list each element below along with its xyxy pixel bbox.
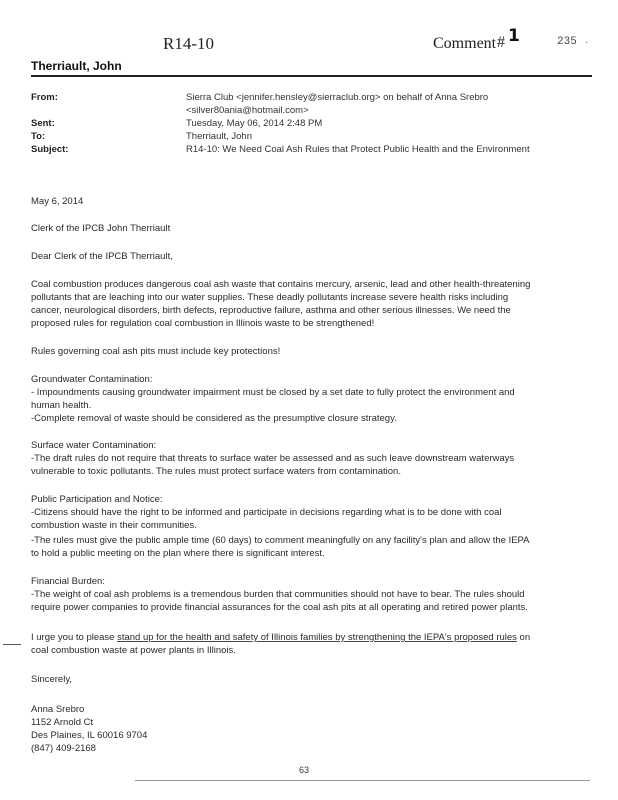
stamp-number: 235 <box>557 36 577 48</box>
groundwater-heading: Groundwater Contamination: <box>31 374 153 385</box>
financial-heading: Financial Burden: <box>31 576 105 587</box>
handwritten-comment-number: 1 <box>508 26 520 46</box>
intro-line: cancer, neurological disorders, birth defects, reproductive failure, asthma and other serious illnesses. We need the <box>31 305 511 316</box>
from-value: Sierra Club <jennifer.hensley@sierraclub.org> on behalf of Anna Srebro <box>186 92 489 103</box>
header-rule <box>31 75 592 77</box>
participation-line: combustion waste in their communities. <box>31 520 197 531</box>
to-label: To: <box>31 131 46 142</box>
letter-recipient: Clerk of the IPCB John Therriault <box>31 223 171 234</box>
sender-name: Therriault, John <box>31 59 122 73</box>
letter-salutation: Dear Clerk of the IPCB Therriault, <box>31 251 173 262</box>
rules-line: Rules governing coal ash pits must include key protections! <box>31 346 281 357</box>
intro-line: proposed rules for regulation coal combustion in Illinois waste to be strengthened! <box>31 318 375 329</box>
signature-name: Anna Srebro <box>31 704 85 715</box>
participation-heading: Public Participation and Notice: <box>31 494 163 505</box>
participation-line: -Citizens should have the right to be informed and participate in decisions regarding what is to be done with coal <box>31 507 502 518</box>
from-label: From: <box>31 92 58 103</box>
sent-label: Sent: <box>31 118 55 129</box>
sent-value: Tuesday, May 06, 2014 2:48 PM <box>186 118 323 129</box>
signature-city: Des Plaines, IL 60016 9704 <box>31 730 148 741</box>
intro-line: Coal combustion produces dangerous coal ash waste that contains mercury, arsenic, lead and other health-threatening <box>31 279 531 290</box>
financial-line: -The weight of coal ash problems is a tremendous burden that communities should not have to bear. The rules should <box>31 589 525 600</box>
signature-address: 1152 Arnold Ct <box>31 717 94 728</box>
groundwater-line: - Impoundments causing groundwater impairment must be closed by a set date to fully protect the environment and <box>31 387 515 398</box>
page-number: 63 <box>299 765 310 775</box>
surface-line: -The draft rules do not require that threats to surface water be assessed and as such leave downstream waterways <box>31 453 515 464</box>
signature-phone: (847) 409-2168 <box>31 743 96 754</box>
footer-rule <box>135 780 590 781</box>
closing-underlined-part: stand up for the health and safety of Illinois families by strengthening the IEPA's proposed rules <box>117 632 517 643</box>
to-value: Therriault, John <box>186 131 253 142</box>
groundwater-line: -Complete removal of waste should be considered as the presumptive closure strategy. <box>31 413 397 424</box>
financial-line: require power companies to provide financial assurances for the coal ash pits at all operating and retired power plants. <box>31 602 528 613</box>
case-number: R14-10 <box>163 34 214 53</box>
surface-heading: Surface water Contamination: <box>31 440 157 451</box>
letter-date: May 6, 2014 <box>31 196 84 207</box>
subject-value: R14-10: We Need Coal Ash Rules that Protect Public Health and the Environment <box>186 144 530 155</box>
participation-line: to hold a public meeting on the plan where there is significant interest. <box>31 548 325 559</box>
groundwater-line: human health. <box>31 400 92 411</box>
stamp-tick: · <box>585 37 589 48</box>
closing-line: coal combustion waste at power plants in Illinois. <box>31 645 236 656</box>
comment-hash: # <box>497 34 505 51</box>
from-value-email: <silver80ania@hotmail.com> <box>186 105 309 116</box>
comment-label: Comment <box>433 35 497 52</box>
margin-mark <box>3 644 21 645</box>
signoff: Sincerely, <box>31 674 73 685</box>
closing-part: I urge you to please <box>31 632 118 643</box>
closing-part: on <box>516 632 531 643</box>
participation-line: -The rules must give the public ample time (60 days) to comment meaningfully on any facility's plan and allow the IEPA <box>31 535 530 546</box>
closing-line <box>31 632 530 643</box>
subject-label: Subject: <box>31 144 69 155</box>
intro-line: pollutants that are leaching into our water supplies. These deadly pollutants increase severe health risks including <box>31 292 509 303</box>
surface-line: vulnerable to toxic pollutants. The rules must protect surface waters from contamination. <box>31 466 401 477</box>
